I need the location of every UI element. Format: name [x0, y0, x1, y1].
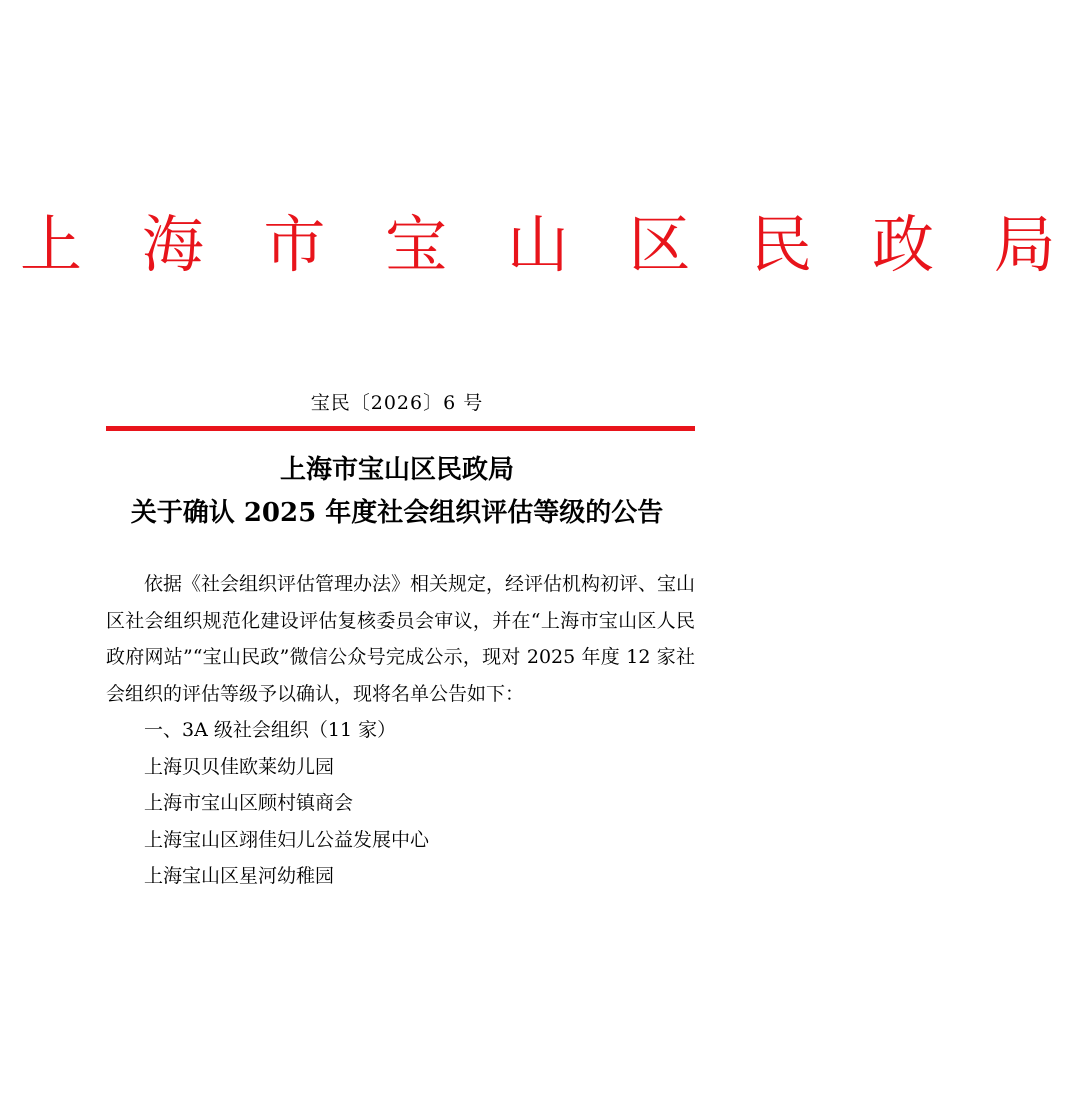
- organization-item: 上海宝山区星河幼稚园: [144, 865, 335, 887]
- organization-item: 上海市宝山区顾村镇商会: [144, 792, 354, 814]
- organization-item: 上海贝贝佳欧莱幼儿园: [144, 755, 335, 778]
- organization-item: 上海宝山区翊佳妇儿公益发展中心: [144, 828, 430, 851]
- document-number: 宝民〔2026〕6 号: [310, 392, 484, 414]
- letterhead-title: 上 海 市 宝 山 区 民 政 局: [20, 208, 1076, 281]
- notice-title-line-1: 上海市宝山区民政局: [279, 455, 514, 485]
- section-heading-3a: 一、3A 级社会组织（11 家）: [144, 719, 397, 741]
- intro-paragraph: 依据《社会组织评估管理办法》相关规定，经评估机构初评、宝山区社会组织规范化建设评估复核委员会审议，并在“上海市宝山区人民政府网站”“宝山民政”微信公众号完成公示，现对 2025 年度 12 家社会组织的评估等级予以确认，现将名单公告如下：: [106, 573, 696, 705]
- red-divider-line: [106, 426, 695, 431]
- notice-title-line-2: 关于确认 2025 年度社会组织评估等级的公告: [130, 498, 664, 528]
- notice-body: [106, 566, 695, 895]
